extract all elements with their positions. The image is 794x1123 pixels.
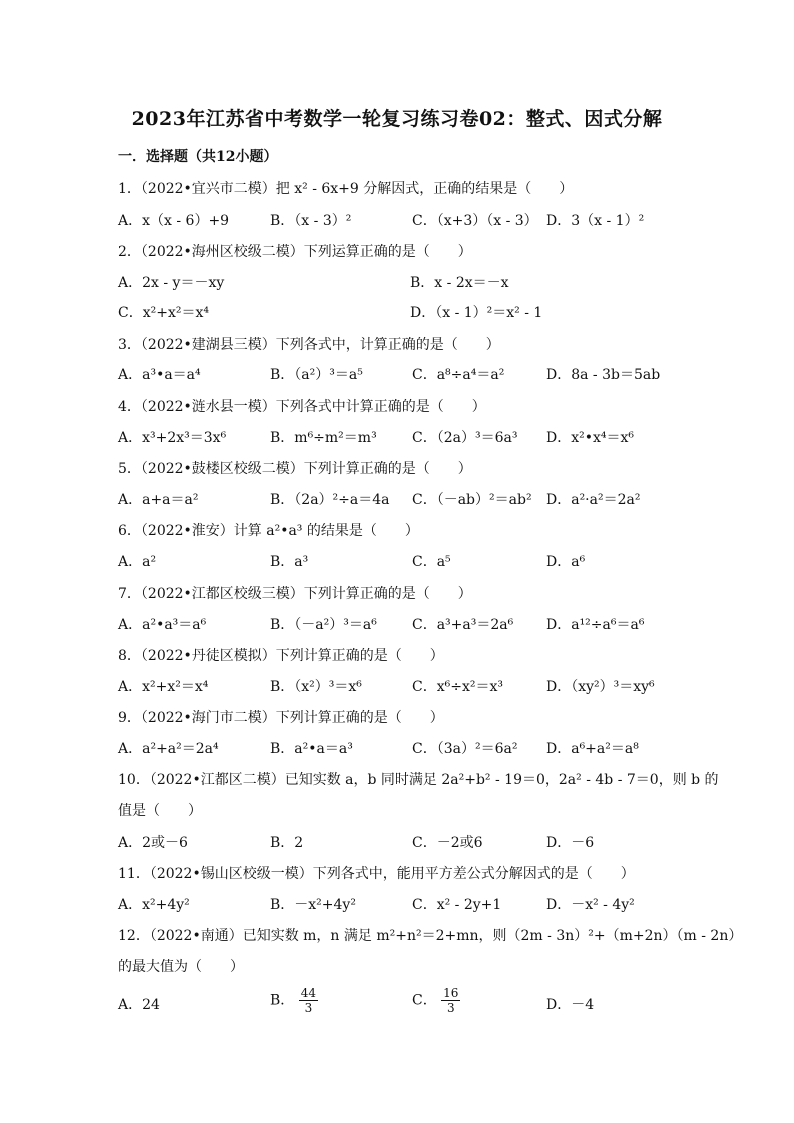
- option-c: C．（x+3）（x - 3）: [412, 213, 538, 229]
- option-c: C．x² - 2y+1: [412, 897, 502, 913]
- question-7-stem: 7．（2022•江都区校级三模）下列计算正确的是（ ）: [118, 586, 472, 602]
- fraction: [299, 986, 318, 1015]
- question-2-options-row2: [118, 302, 678, 322]
- option-b: B．（2a）²÷a＝4a: [270, 492, 390, 508]
- question-6-stem: 6．（2022•淮安）计算 a²•a³ 的结果是（ ）: [118, 523, 419, 539]
- question-2-options-row1: [118, 272, 678, 292]
- question-12-options: [118, 986, 678, 1022]
- option-a: A．24: [118, 997, 160, 1013]
- option-a: A．a²+a²＝2a⁴: [118, 741, 219, 757]
- option-c: C．a⁵: [412, 554, 451, 570]
- question-1-stem: 1．（2022•宜兴市二模）把 x² - 6x+9 分解因式，正确的结果是（ ）: [118, 181, 574, 197]
- option-a: A．2x - y＝－xy: [118, 275, 225, 291]
- option-b: B．a²•a＝a³: [270, 741, 353, 757]
- question-12-stem: 12．（2022•南通）已知实数 m，n 满足 m²+n²＝2+mn，则（2m - 3n）²+（m+2n）（m - 2n）: [118, 928, 743, 944]
- question-8-stem: 8．（2022•丹徒区模拟）下列计算正确的是（ ）: [118, 648, 444, 664]
- fraction-numerator: 44: [300, 986, 317, 1000]
- question-11-options: [118, 894, 678, 914]
- option-a: A．a²: [118, 554, 157, 570]
- option-b: B．（x²）³＝x⁶: [270, 679, 362, 695]
- option-a: A．a+a＝a²: [118, 492, 199, 508]
- question-5-options: [118, 489, 678, 509]
- option-d: D．a¹²÷a⁶＝a⁶: [546, 617, 645, 633]
- option-b: B．a³: [270, 554, 309, 570]
- option-a: A．a³•a＝a⁴: [118, 367, 201, 383]
- question-7-options: [118, 614, 678, 634]
- fraction: [441, 986, 460, 1015]
- option-b-wrap: [270, 986, 318, 1015]
- option-d: D．x²•x⁴＝x⁶: [546, 430, 635, 446]
- option-a: A．x²+4y²: [118, 897, 190, 913]
- question-6-options: [118, 551, 678, 571]
- question-3-options: [118, 364, 678, 384]
- section-heading: 一．选择题（共12小题）: [118, 149, 278, 165]
- option-c: C．（－ab）²＝ab²: [412, 492, 532, 508]
- option-a: A．x³+2x³＝3x⁶: [118, 430, 227, 446]
- option-c: C．: [412, 992, 437, 1009]
- option-b: B．（a²）³＝a⁵: [270, 367, 363, 383]
- option-b: B．（x - 3）²: [270, 213, 352, 229]
- question-5-stem: 5．（2022•鼓楼区校级二模）下列计算正确的是（ ）: [118, 461, 472, 477]
- option-b: B．2: [270, 835, 304, 851]
- option-c: C．x⁶÷x²＝x³: [412, 679, 503, 695]
- question-9-stem: 9．（2022•海门市二模）下列计算正确的是（ ）: [118, 710, 444, 726]
- question-8-options: [118, 676, 678, 696]
- option-b: B．x - 2x＝－x: [410, 275, 509, 291]
- question-12-stem-cont: 的最大值为（ ）: [118, 959, 244, 975]
- question-9-options: [118, 738, 678, 758]
- option-c: C．x²+x²＝x⁴: [118, 305, 209, 321]
- question-3-stem: 3．（2022•建湖县三模）下列各式中，计算正确的是（ ）: [118, 337, 500, 353]
- option-c: C．－2或6: [412, 835, 483, 851]
- option-a: A．x²+x²＝x⁴: [118, 679, 209, 695]
- option-d: D．a⁶+a²＝a⁸: [546, 741, 639, 757]
- option-b: B．－x²+4y²: [270, 897, 356, 913]
- fraction-denominator: 3: [304, 1001, 313, 1015]
- option-d: D．（xy²）³＝xy⁶: [546, 679, 655, 695]
- question-4-stem: 4．（2022•涟水县一模）下列各式中计算正确的是（ ）: [118, 399, 486, 415]
- option-b: B．（－a²）³＝a⁶: [270, 617, 377, 633]
- option-c: C．a³+a³＝2a⁶: [412, 617, 514, 633]
- option-d: D．8a - 3b＝5ab: [546, 367, 661, 383]
- page-title: 2023年江苏省中考数学一轮复习练习卷02：整式、因式分解: [131, 108, 663, 130]
- option-c: C．a⁸÷a⁴＝a²: [412, 367, 505, 383]
- option-c: C．（3a）²＝6a²: [412, 741, 518, 757]
- option-a: A．2或－6: [118, 835, 188, 851]
- option-c-wrap: [412, 986, 460, 1015]
- option-d: D．a²·a²＝2a²: [546, 492, 641, 508]
- option-a: A．a²•a³＝a⁶: [118, 617, 207, 633]
- question-10-options: [118, 832, 678, 852]
- fraction-numerator: 16: [443, 986, 459, 1000]
- option-d: D．3（x - 1）²: [546, 213, 645, 229]
- question-11-stem: 11．（2022•锡山区校级一模）下列各式中，能用平方差公式分解因式的是（ ）: [118, 866, 635, 882]
- question-10-stem-cont: 值是（ ）: [118, 803, 202, 819]
- option-d: D．（x - 1）²＝x² - 1: [410, 305, 543, 321]
- question-2-stem: 2．（2022•海州区校级二模）下列运算正确的是（ ）: [118, 244, 472, 260]
- option-a: A．x（x - 6）+9: [118, 213, 230, 229]
- option-d: D．－x² - 4y²: [546, 897, 635, 913]
- option-d: D．－6: [546, 835, 595, 851]
- option-c: C．（2a）³＝6a³: [412, 430, 518, 446]
- fraction-denominator: 3: [446, 1001, 455, 1015]
- question-10-stem: 10．（2022•江都区二模）已知实数 a，b 同时满足 2a²+b² - 19＝0，2a² - 4b - 7＝0，则 b 的: [118, 772, 719, 788]
- option-b: B．m⁶÷m²＝m³: [270, 430, 377, 446]
- question-1-options: [118, 210, 678, 230]
- question-4-options: [118, 427, 678, 447]
- option-d: D．－4: [546, 997, 595, 1013]
- option-b: B．: [270, 992, 295, 1009]
- option-d: D．a⁶: [546, 554, 586, 570]
